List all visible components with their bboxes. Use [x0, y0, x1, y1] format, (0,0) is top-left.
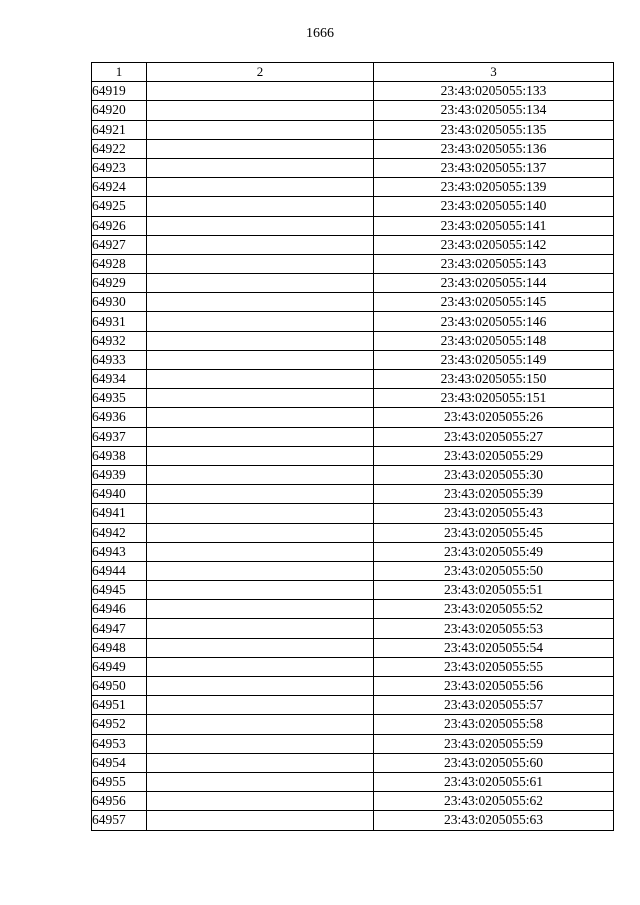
header-col-1: 1	[92, 63, 147, 82]
table-row	[92, 408, 614, 427]
table-row	[92, 293, 614, 312]
page-number: 1666	[306, 26, 334, 41]
table-row	[92, 235, 614, 254]
table-row	[92, 216, 614, 235]
empty-cell	[147, 715, 374, 734]
empty-cell	[147, 446, 374, 465]
cadastral-number-cell: 23:43:0205055:56	[374, 677, 614, 696]
cadastral-number-cell: 23:43:0205055:55	[374, 657, 614, 676]
empty-cell	[147, 101, 374, 120]
header-col-3: 3	[374, 63, 614, 82]
table-row	[92, 696, 614, 715]
row-number-cell: 64944	[92, 561, 147, 580]
cadastral-number-cell: 23:43:0205055:145	[374, 293, 614, 312]
empty-cell	[147, 485, 374, 504]
cadastral-number-cell: 23:43:0205055:57	[374, 696, 614, 715]
table-row	[92, 677, 614, 696]
table-row	[92, 715, 614, 734]
table-row	[92, 561, 614, 580]
cadastral-number-cell: 23:43:0205055:139	[374, 178, 614, 197]
header-row	[92, 63, 614, 82]
cadastral-number-cell: 23:43:0205055:27	[374, 427, 614, 446]
empty-cell	[147, 753, 374, 772]
table-row	[92, 178, 614, 197]
empty-cell	[147, 542, 374, 561]
row-number-cell: 64941	[92, 504, 147, 523]
row-number-cell: 64926	[92, 216, 147, 235]
cadastral-number-cell: 23:43:0205055:61	[374, 772, 614, 791]
cadastral-number-cell: 23:43:0205055:151	[374, 389, 614, 408]
table-row	[92, 331, 614, 350]
row-number-cell: 64930	[92, 293, 147, 312]
cadastral-number-cell: 23:43:0205055:50	[374, 561, 614, 580]
cadastral-number-cell: 23:43:0205055:140	[374, 197, 614, 216]
cadastral-number-cell: 23:43:0205055:150	[374, 370, 614, 389]
cadastral-number-cell: 23:43:0205055:62	[374, 792, 614, 811]
cadastral-number-cell: 23:43:0205055:133	[374, 82, 614, 101]
cadastral-number-cell: 23:43:0205055:136	[374, 139, 614, 158]
cadastral-number-cell: 23:43:0205055:49	[374, 542, 614, 561]
empty-cell	[147, 158, 374, 177]
row-number-cell: 64920	[92, 101, 147, 120]
row-number-cell: 64936	[92, 408, 147, 427]
table-row	[92, 792, 614, 811]
table-row	[92, 485, 614, 504]
row-number-cell: 64924	[92, 178, 147, 197]
table-row	[92, 772, 614, 791]
cadastral-number-cell: 23:43:0205055:30	[374, 465, 614, 484]
empty-cell	[147, 792, 374, 811]
empty-cell	[147, 254, 374, 273]
empty-cell	[147, 811, 374, 830]
empty-cell	[147, 197, 374, 216]
row-number-cell: 64931	[92, 312, 147, 331]
table-row	[92, 370, 614, 389]
cadastral-number-cell: 23:43:0205055:144	[374, 274, 614, 293]
cadastral-number-cell: 23:43:0205055:54	[374, 638, 614, 657]
empty-cell	[147, 677, 374, 696]
row-number-cell: 64947	[92, 619, 147, 638]
row-number-cell: 64957	[92, 811, 147, 830]
cadastral-number-cell: 23:43:0205055:52	[374, 600, 614, 619]
table-row	[92, 734, 614, 753]
cadastral-table	[91, 62, 614, 831]
row-number-cell: 64950	[92, 677, 147, 696]
row-number-cell: 64939	[92, 465, 147, 484]
row-number-cell: 64948	[92, 638, 147, 657]
cadastral-number-cell: 23:43:0205055:143	[374, 254, 614, 273]
table-row	[92, 274, 614, 293]
row-number-cell: 64919	[92, 82, 147, 101]
cadastral-number-cell: 23:43:0205055:58	[374, 715, 614, 734]
empty-cell	[147, 427, 374, 446]
row-number-cell: 64922	[92, 139, 147, 158]
table-row	[92, 389, 614, 408]
row-number-cell: 64934	[92, 370, 147, 389]
table-row	[92, 254, 614, 273]
empty-cell	[147, 523, 374, 542]
table-body	[92, 82, 614, 830]
row-number-cell: 64949	[92, 657, 147, 676]
cadastral-number-cell: 23:43:0205055:141	[374, 216, 614, 235]
row-number-cell: 64942	[92, 523, 147, 542]
table-row	[92, 638, 614, 657]
table-row	[92, 657, 614, 676]
row-number-cell: 64956	[92, 792, 147, 811]
cadastral-number-cell: 23:43:0205055:63	[374, 811, 614, 830]
row-number-cell: 64923	[92, 158, 147, 177]
table-row	[92, 465, 614, 484]
row-number-cell: 64937	[92, 427, 147, 446]
row-number-cell: 64953	[92, 734, 147, 753]
row-number-cell: 64935	[92, 389, 147, 408]
empty-cell	[147, 216, 374, 235]
empty-cell	[147, 619, 374, 638]
empty-cell	[147, 389, 374, 408]
empty-cell	[147, 235, 374, 254]
table-row	[92, 197, 614, 216]
row-number-cell: 64928	[92, 254, 147, 273]
table-row	[92, 811, 614, 830]
empty-cell	[147, 561, 374, 580]
cadastral-number-cell: 23:43:0205055:148	[374, 331, 614, 350]
table-row	[92, 120, 614, 139]
empty-cell	[147, 331, 374, 350]
row-number-cell: 64954	[92, 753, 147, 772]
table-row	[92, 158, 614, 177]
empty-cell	[147, 600, 374, 619]
cadastral-number-cell: 23:43:0205055:45	[374, 523, 614, 542]
cadastral-number-cell: 23:43:0205055:149	[374, 350, 614, 369]
cadastral-number-cell: 23:43:0205055:60	[374, 753, 614, 772]
table-row	[92, 139, 614, 158]
empty-cell	[147, 274, 374, 293]
empty-cell	[147, 504, 374, 523]
cadastral-number-cell: 23:43:0205055:142	[374, 235, 614, 254]
empty-cell	[147, 465, 374, 484]
row-number-cell: 64921	[92, 120, 147, 139]
table-row	[92, 619, 614, 638]
cadastral-number-cell: 23:43:0205055:51	[374, 581, 614, 600]
row-number-cell: 64955	[92, 772, 147, 791]
empty-cell	[147, 408, 374, 427]
table-row	[92, 753, 614, 772]
table-row	[92, 101, 614, 120]
cadastral-number-cell: 23:43:0205055:29	[374, 446, 614, 465]
row-number-cell: 64943	[92, 542, 147, 561]
cadastral-number-cell: 23:43:0205055:137	[374, 158, 614, 177]
table-row	[92, 600, 614, 619]
row-number-cell: 64952	[92, 715, 147, 734]
empty-cell	[147, 139, 374, 158]
table-row	[92, 350, 614, 369]
table-row	[92, 446, 614, 465]
cadastral-number-cell: 23:43:0205055:53	[374, 619, 614, 638]
row-number-cell: 64932	[92, 331, 147, 350]
empty-cell	[147, 120, 374, 139]
cadastral-number-cell: 23:43:0205055:26	[374, 408, 614, 427]
cadastral-number-cell: 23:43:0205055:59	[374, 734, 614, 753]
table-row	[92, 427, 614, 446]
table-header	[92, 63, 614, 82]
row-number-cell: 64938	[92, 446, 147, 465]
empty-cell	[147, 734, 374, 753]
empty-cell	[147, 178, 374, 197]
empty-cell	[147, 293, 374, 312]
table-row	[92, 542, 614, 561]
cadastral-number-cell: 23:43:0205055:43	[374, 504, 614, 523]
row-number-cell: 64927	[92, 235, 147, 254]
row-number-cell: 64925	[92, 197, 147, 216]
table-row	[92, 312, 614, 331]
row-number-cell: 64933	[92, 350, 147, 369]
empty-cell	[147, 657, 374, 676]
cadastral-number-cell: 23:43:0205055:146	[374, 312, 614, 331]
table-row	[92, 581, 614, 600]
empty-cell	[147, 696, 374, 715]
row-number-cell: 64951	[92, 696, 147, 715]
empty-cell	[147, 370, 374, 389]
row-number-cell: 64945	[92, 581, 147, 600]
table-row	[92, 523, 614, 542]
cadastral-number-cell: 23:43:0205055:134	[374, 101, 614, 120]
cadastral-number-cell: 23:43:0205055:135	[374, 120, 614, 139]
empty-cell	[147, 638, 374, 657]
row-number-cell: 64929	[92, 274, 147, 293]
table-row	[92, 504, 614, 523]
table-row	[92, 82, 614, 101]
cadastral-number-cell: 23:43:0205055:39	[374, 485, 614, 504]
empty-cell	[147, 581, 374, 600]
empty-cell	[147, 82, 374, 101]
empty-cell	[147, 312, 374, 331]
row-number-cell: 64940	[92, 485, 147, 504]
header-col-2: 2	[147, 63, 374, 82]
empty-cell	[147, 772, 374, 791]
empty-cell	[147, 350, 374, 369]
row-number-cell: 64946	[92, 600, 147, 619]
